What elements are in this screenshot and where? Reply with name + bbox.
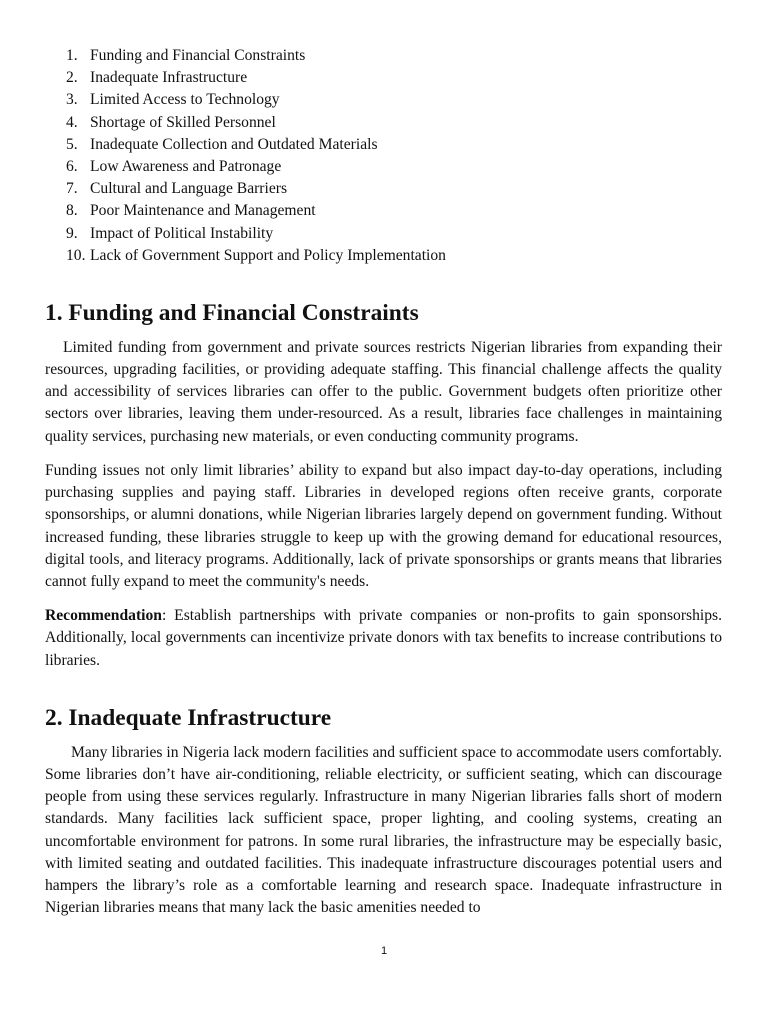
list-item xyxy=(45,112,722,134)
section-heading-infrastructure: 2. Inadequate Infrastructure xyxy=(45,704,332,731)
list-number: 9. xyxy=(66,224,78,242)
section1-paragraph-1: Limited funding from government and private sources restricts Nigerian libraries from expanding their resources, upgrading facilities, or providing adequate staffing. This financial challenge affects the quality and accessibility of services libraries can offer to the public. Government budgets often prioritize other sectors over libraries, leaving them under-resourced. As a result, libraries face challenges in maintaining quality services, purchasing new materials, or even conducting community programs. xyxy=(45,338,722,445)
list-item xyxy=(45,245,722,267)
list-item xyxy=(45,200,722,222)
list-label: Inadequate Collection and Outdated Materials xyxy=(90,135,378,153)
list-label: Low Awareness and Patronage xyxy=(90,157,282,175)
page-number: 1 xyxy=(380,945,388,957)
list-number: 6. xyxy=(66,157,78,175)
list-label: Impact of Political Instability xyxy=(90,224,274,242)
recommendation-label: Recommendation xyxy=(45,607,162,625)
challenge-list xyxy=(45,45,722,267)
list-item xyxy=(45,67,722,89)
document-page xyxy=(45,45,722,919)
list-label: Funding and Financial Constraints xyxy=(90,47,306,64)
list-number: 10. xyxy=(66,246,86,264)
recommendation-text: : Establish partnerships with private companies or non-profits to gain sponsorships. Additionally, local governments can incentivize private donors with tax benefits to increase contributions to libraries. xyxy=(45,607,722,669)
list-item xyxy=(45,134,722,156)
list-item xyxy=(45,45,722,67)
section1-paragraph-2: Funding issues not only limit libraries’ ability to expand but also impact day-to-day operations, including purchasing supplies and paying staff. Libraries in developed regions often receive grants, corporate sponsorships, or alumni donations, while Nigerian libraries largely depend on government funding. Without increased funding, these libraries struggle to keep up with the growing demand for educational resources, digital tools, and literacy programs. Additionally, lack of private sponsorships or grants means that libraries cannot fully expand to meet the community's needs. xyxy=(45,461,722,590)
list-number: 3. xyxy=(66,91,78,109)
list-number: 5. xyxy=(66,135,78,153)
section1-recommendation xyxy=(45,605,722,672)
section2-paragraph-1: Many libraries in Nigeria lack modern facilities and sufficient space to accommodate users comfortably. Some libraries don’t have air-conditioning, reliable electricity, or sufficient seating, which can discourage people from using these services regularly. Infrastructure in many Nigerian libraries falls short of modern standards. Many facilities lack sufficient space, proper lighting, and cooling systems, creating an uncomfortable environment for patrons. In some rural libraries, the infrastructure may be especially basic, with limited seating and outdated facilities. This inadequate infrastructure discourages potential users and hampers the library’s role as a comfortable learning and research space. Inadequate infrastructure in Nigerian libraries means that many lack the basic amenities needed to xyxy=(45,743,722,917)
list-item xyxy=(45,156,722,178)
list-number: 2. xyxy=(66,69,78,87)
list-item xyxy=(45,223,722,245)
list-number: 1. xyxy=(66,47,78,64)
list-label: Inadequate Infrastructure xyxy=(90,69,248,87)
list-number: 4. xyxy=(66,113,78,131)
list-number: 7. xyxy=(66,180,78,198)
list-label: Poor Maintenance and Management xyxy=(90,202,316,220)
list-item xyxy=(45,178,722,200)
list-item xyxy=(45,89,722,111)
list-label: Lack of Government Support and Policy Implementation xyxy=(90,246,446,264)
list-number: 8. xyxy=(66,202,78,220)
list-label: Shortage of Skilled Personnel xyxy=(90,113,276,131)
section-heading-funding: 1. Funding and Financial Constraints xyxy=(45,299,419,326)
list-label: Cultural and Language Barriers xyxy=(90,180,288,198)
list-label: Limited Access to Technology xyxy=(90,91,280,109)
